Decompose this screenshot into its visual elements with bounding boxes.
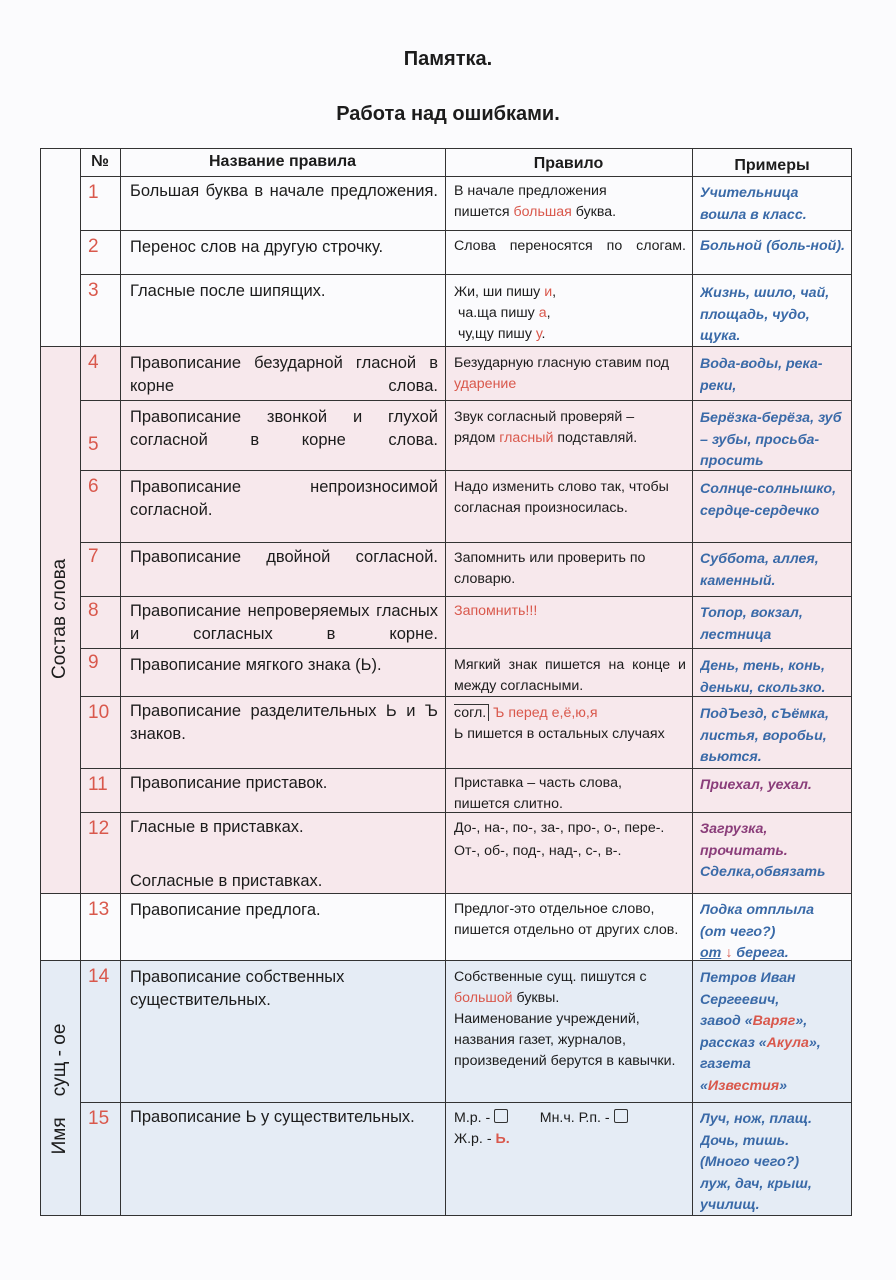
- rule-text: В начале предложения пишется большая буква.: [454, 183, 617, 220]
- row-num: 2: [88, 236, 99, 257]
- row-num: 10: [88, 702, 110, 723]
- empty-box-icon: [494, 1109, 508, 1123]
- rule-text: Запомнить!!!: [454, 603, 538, 619]
- header-num: №: [91, 153, 109, 170]
- rule-name: Правописание звонкой и глухой согласной в корне слова.: [130, 408, 438, 449]
- rule-name: Большая буква в начале предложения.: [130, 182, 438, 200]
- rule-text: Надо изменить слово так, чтобы согласная произносилась.: [454, 479, 669, 516]
- arrow-down-icon: ↓: [725, 945, 733, 961]
- page-subtitle: Работа над ошибками.: [336, 103, 560, 125]
- empty-box-icon: [614, 1109, 628, 1123]
- rule-examples: Солнце-солнышко, сердце-сердечко: [700, 481, 837, 519]
- rule-text: Собственные сущ. пишутся с большой буквы. Наименование учреждений, названия газет, журналов, произведений берутся в кавычки.: [454, 969, 676, 1069]
- rule-name: Перенос слов на другую строчку.: [130, 238, 384, 256]
- rule-name: Гласные после шипящих.: [130, 282, 326, 300]
- rule-name: Гласные в приставках.: [130, 818, 304, 836]
- row-num: 1: [88, 182, 99, 203]
- rule-name: Правописание Ь у существительных.: [130, 1108, 415, 1126]
- rule-examples: Загрузка, прочитать. Сделка,обвязать: [700, 821, 826, 880]
- row-num: 3: [88, 280, 99, 301]
- header-examples: Примеры: [734, 157, 810, 174]
- row-num: 5: [88, 434, 99, 455]
- rule-name: Правописание мягкого знака (Ь).: [130, 656, 382, 674]
- row-num: 4: [88, 352, 99, 373]
- rule-examples: Берёзка-берёза, зуб – зубы, просьба-просить: [700, 410, 842, 469]
- rule-examples: ПодЪезд, сЪёмка, листья, воробьи, вьются.: [700, 706, 829, 765]
- row-num: 9: [88, 652, 99, 673]
- row-num: 8: [88, 600, 99, 621]
- rule-text: Приставка – часть слова, пишется слитно.: [454, 775, 622, 812]
- rule-name: Правописание безударной гласной в корне слова.: [130, 354, 438, 395]
- header-name: Название правила: [208, 153, 357, 170]
- rule-examples: День, тень, конь, деньки, скользко.: [700, 658, 826, 696]
- rule-examples: Приехал, уехал.: [700, 777, 812, 793]
- rule-text: Мягкий знак пишется на конце и между согласными.: [454, 657, 686, 694]
- band-noun: Имя сущ - ое: [49, 1023, 70, 1155]
- rule-name: Правописание двойной согласной.: [130, 548, 438, 566]
- rule-name: Правописание приставок.: [130, 774, 328, 792]
- rule-name: Правописание разделительных Ь и Ъ знаков.: [130, 702, 438, 743]
- row-num: 7: [88, 546, 99, 567]
- rule-examples: Лодка отплыла (от чего?) от ↓ берега.: [700, 902, 814, 961]
- row-num: 6: [88, 476, 99, 497]
- rule-text: Безударную гласную ставим под ударение: [454, 355, 670, 392]
- rule-text: До-, на-, по-, за-, про-, о-, пере-. От-, об-, под-, над-, с-, в-.: [454, 820, 665, 859]
- band-composition: Состав слова: [49, 558, 70, 680]
- row-num: 12: [88, 818, 110, 839]
- row-num: 13: [88, 899, 110, 920]
- rule-examples: Луч, нож, плащ. Дочь, тишь. (Много чего?) луж, дач, крыш, училищ.: [700, 1111, 812, 1213]
- header-rule: Правило: [533, 155, 604, 172]
- row-num: 15: [88, 1108, 110, 1129]
- page-title: Памятка.: [403, 48, 493, 70]
- rule-name: Правописание непроверяемых гласных и согласных в корне.: [130, 602, 438, 643]
- rule-examples: Жизнь, шило, чай, площадь, чудо, щука.: [700, 285, 830, 344]
- rule-text: Звук согласный проверяй – рядом гласный подставляй.: [454, 409, 638, 446]
- rule-name: Правописание собственных существительных.: [130, 968, 345, 1009]
- rule-examples: Суббота, аллея, каменный.: [700, 551, 819, 589]
- rule-examples: Петров Иван Сергеевич, завод «Варяг», рассказ «Акула», газета «Известия»: [700, 970, 821, 1094]
- row-num: 14: [88, 966, 110, 987]
- row-num: 11: [88, 774, 108, 795]
- rule-text: М.р. - Мн.ч. Р.п. - Ж.р. - Ь.: [454, 1108, 690, 1150]
- rule-name: Правописание предлога.: [130, 901, 321, 919]
- rule-text: согл. Ъ перед е,ё,ю,я Ь пишется в остальных случаях: [454, 705, 665, 742]
- rule-examples: Больной (боль-ной).: [700, 238, 845, 254]
- rule-text: Слова переносятся по слогам.: [454, 238, 686, 254]
- rule-text: Жи, ши пишу и, ча.ща пишу а, чу,щу пишу у.: [454, 284, 557, 342]
- rule-examples: Учительница вошла в класс.: [700, 185, 807, 223]
- rule-text: Запомнить или проверить по словарю.: [454, 550, 646, 587]
- rule-name-secondary: Согласные в приставках.: [130, 872, 323, 890]
- rule-examples: Вода-воды, река-реки,: [700, 356, 823, 394]
- rule-examples: Топор, вокзал, лестница: [700, 605, 803, 643]
- rule-name: Правописание непроизносимой согласной.: [130, 478, 438, 519]
- rule-text: Предлог-это отдельное слово, пишется отдельно от других слов.: [454, 901, 679, 938]
